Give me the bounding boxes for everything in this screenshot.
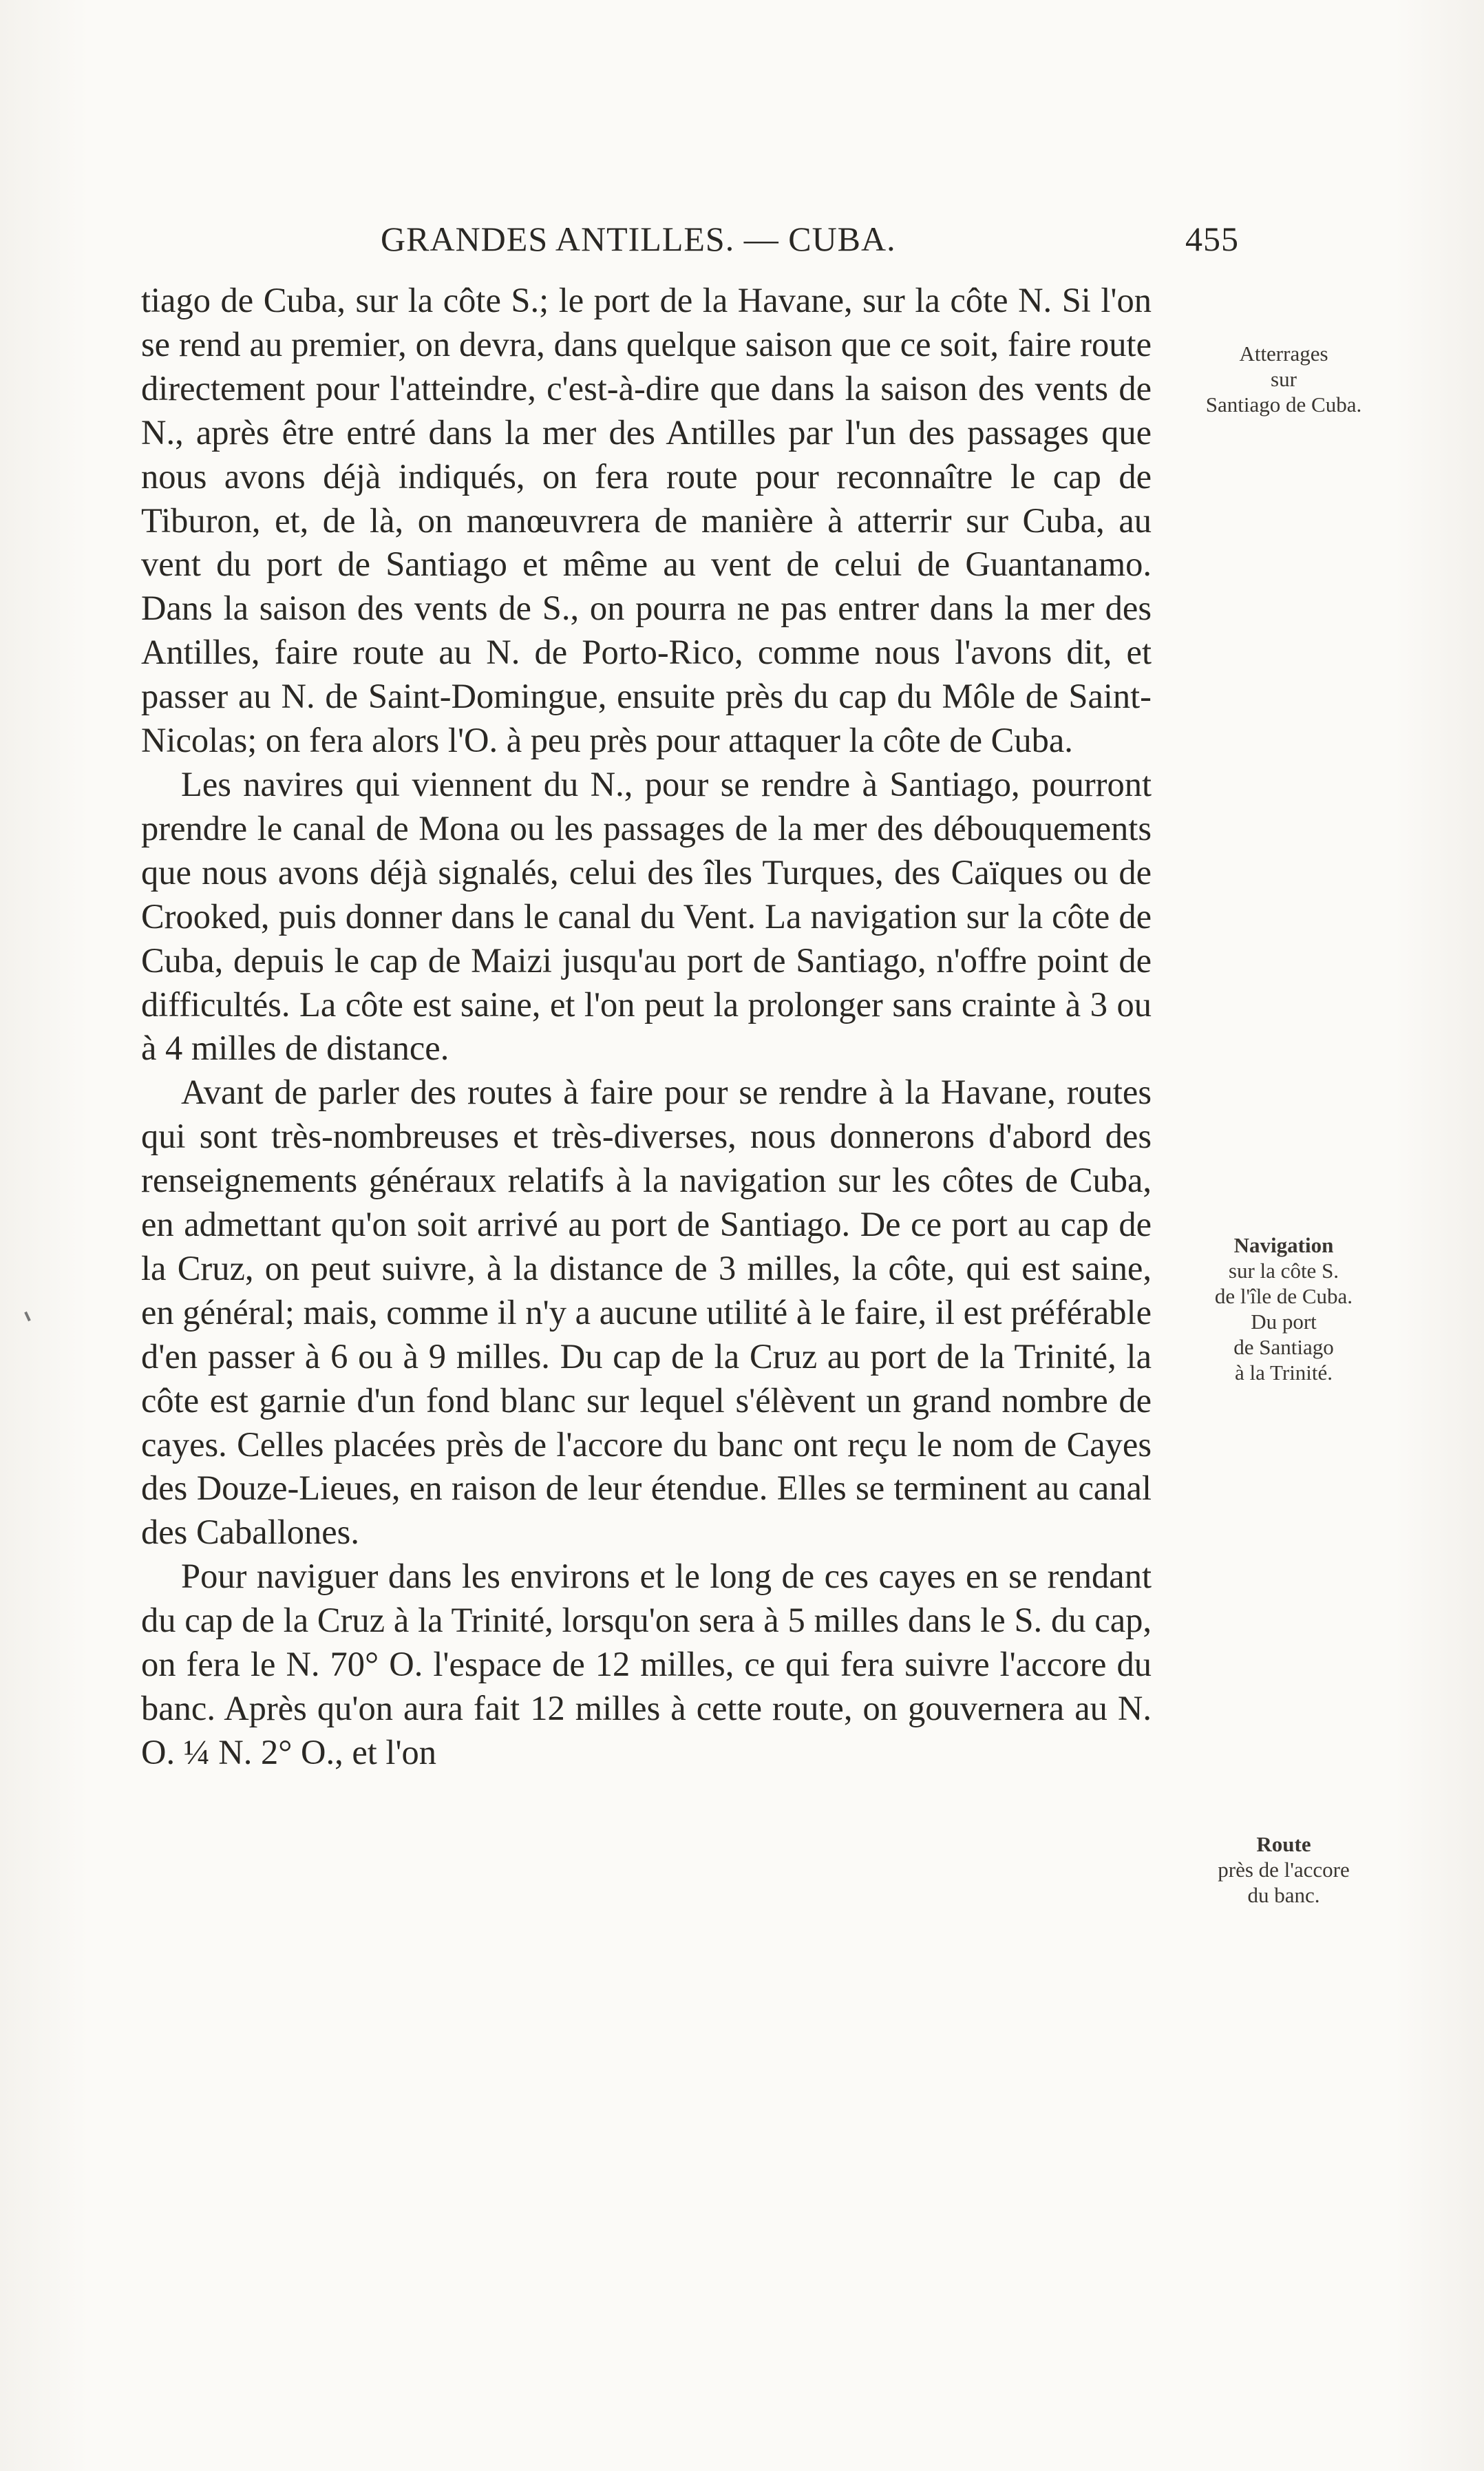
margin-note-line: à la Trinité. xyxy=(1234,1360,1333,1385)
margin-note-line: du banc. xyxy=(1247,1883,1320,1907)
paragraph: Les navires qui viennent du N., pour se rendre à Santiago, pourront prendre le canal de Mona ou les passages de la mer des débouquements que nous avons déjà signalés, celui des îles Turques, des Caïques ou de Crooked, puis donner dans le canal du Vent. La navigation sur la côte de Cuba, depuis le cap de Maizi jusqu'au port de Santiago, n'offre point de difficultés. La côte est saine, et l'on peut la prolonger sans crainte à 3 ou à 4 milles de distance. xyxy=(141,764,1152,1068)
margin-note-line: Route xyxy=(1256,1832,1311,1856)
margin-note-line: Du port xyxy=(1251,1310,1317,1334)
page-number: 455 xyxy=(1185,220,1239,258)
paragraph: Pour naviguer dans les environs et le long de ces cayes en se rendant du cap de la Cruz à la Trinité, lorsqu'on sera à 5 milles dans le S. du cap, on fera le N. 70° O. l'espace de 12 milles, ce qui fera suivre l'accore du banc. Après qu'on aura fait 12 milles à cette route, on gouvernera au N. O. ¼ N. 2° O., et l'on xyxy=(141,1557,1152,1771)
margin-note-line: Santiago de Cuba. xyxy=(1205,392,1362,417)
margin-note-line: sur xyxy=(1271,367,1297,391)
main-text xyxy=(141,279,1152,1775)
margin-note-navigation xyxy=(1170,1232,1397,1385)
margin-note-line: près de l'accore xyxy=(1218,1858,1350,1882)
margin-note-line: Navigation xyxy=(1233,1233,1334,1257)
paragraph: Avant de parler des routes à faire pour se rendre à la Havane, routes qui sont très-nombreuses et très-diverses, nous donnerons d'abord des renseignements généraux relatifs à la navigation sur les côtes de Cuba, en admettant qu'on soit arrivé au port de Santiago. De ce port au cap de la Cruz, on peut suivre, à la distance de 3 milles, la côte, qui est saine, en général; mais, comme il n'y a aucune utilité à le faire, il est préférable d'en passer à 6 ou à 9 milles. Du cap de la Cruz au port de la Trinité, la côte est garnie d'un fond blanc sur lequel s'élèvent un grand nombre de cayes. Celles placées près de l'accore du banc ont reçu le nom de Cayes des Douze-Lieues, en raison de leur étendue. Elles se terminent au canal des Caballones. xyxy=(141,1073,1152,1552)
paragraph-continued: tiago de Cuba, sur la côte S.; le port de la Havane, sur la côte N. Si l'on se rend au premier, on devra, dans quelque saison que ce soit, faire route directement pour l'atteindre, c'est-à-dire que dans la saison des vents de N., après être entré dans la mer des Antilles par l'un des passages que nous avons déjà indiqués, on fera route pour reconnaître le cap de Tiburon, et, de là, on manœuvrera de manière à atterrir sur Cuba, au vent du port de Santiago et même au vent de celui de Guantanamo. Dans la saison des vents de S., on pourra ne pas entrer dans la mer des Antilles, faire route au N. de Porto-Rico, comme nous l'avons dit, et passer au N. de Saint-Domingue, ensuite près du cap du Môle de Saint-Nicolas; on fera alors l'O. à peu près pour attaquer la côte de Cuba. xyxy=(141,281,1152,760)
running-header xyxy=(141,219,1239,267)
margin-note-line: de l'île de Cuba. xyxy=(1214,1284,1353,1308)
margin-note-line: sur la côte S. xyxy=(1228,1259,1339,1283)
running-title: GRANDES ANTILLES. — CUBA. xyxy=(381,220,896,258)
margin-note-line: Atterrages xyxy=(1239,341,1328,366)
margin-note-line: de Santiago xyxy=(1233,1335,1334,1359)
margin-note-route xyxy=(1170,1831,1397,1908)
margin-note-atterrages xyxy=(1170,341,1397,417)
stray-mark xyxy=(24,1312,31,1321)
